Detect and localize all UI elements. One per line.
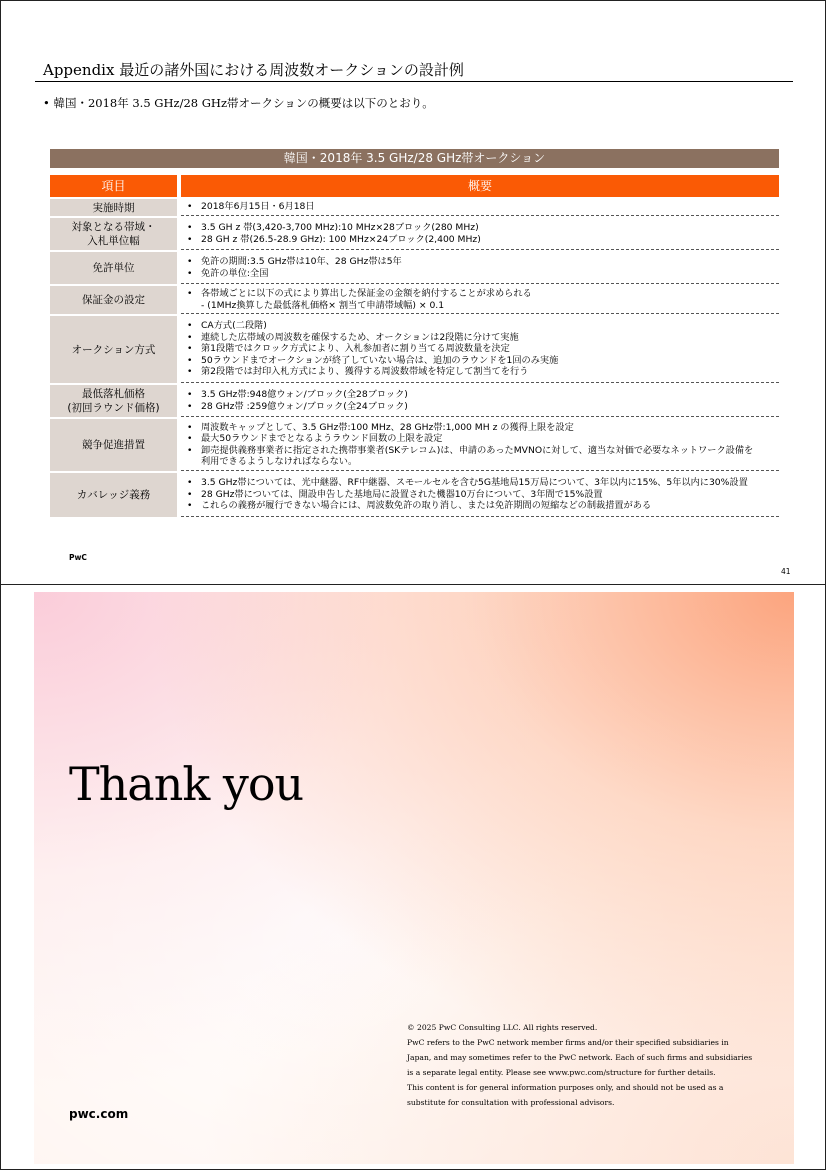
row-label <box>50 199 177 216</box>
bullet-item: • これらの義務が履行できない場合には、周波数免許の取り消し、または免許期間の短縮などの制裁措置がある <box>187 500 779 512</box>
row-label-line: 免許単位 <box>92 262 135 274</box>
bullet-item: • 免許の期間:3.5 GHz帯は10年、28 GHz帯は5年 <box>187 256 779 268</box>
intro-text: • 韓国・2018年 3.5 GHz/28 GHz帯オークションの概要は以下のとおり。 <box>43 96 434 110</box>
legal-line: PwC refers to the PwC network member firms and/or their specified subsidiaries in <box>407 1038 729 1047</box>
page-number: 41 <box>781 567 791 576</box>
legal-notice <box>407 1020 752 1110</box>
row-content <box>181 316 779 383</box>
bullet-item: • 3.5 GHz帯:948億ウォン/ブロック(全28ブロック) <box>187 389 779 401</box>
row-content <box>181 218 779 250</box>
bullet-item: • 3.5 GHz帯については、光中継器、RF中継器、スモールセルを含む5G基地局15万局について、3年以内に15%、5年以内に30%設置 <box>187 477 779 489</box>
website-link[interactable]: pwc.com <box>69 1107 129 1121</box>
bullet-item: • 28 GHz帯については、開設申告した基地局に設置された機器10万台について、3年間で15%設置 <box>187 489 779 501</box>
row-label-line: 保証金の設定 <box>82 294 145 306</box>
row-content <box>181 252 779 284</box>
legal-line: This content is for general information purposes only, and should not be used as a <box>407 1083 724 1092</box>
row-content <box>181 286 779 314</box>
legal-line: substitute for consultation with professional advisors. <box>407 1098 615 1107</box>
row-label-line: 対象となる帯域・ <box>71 221 156 233</box>
row-label-line: 入札単位幅 <box>87 235 140 247</box>
bullet-item: • 28 GH z 帯(26.5-28.9 GHz): 100 MHz×24ブロック(2,400 MHz) <box>187 234 779 246</box>
bullet-continuation: 利用できるようしなければならない。 <box>201 456 358 467</box>
row-content <box>181 473 779 517</box>
table-banner: 韓国・2018年 3.5 GHz/28 GHz帯オークション <box>50 149 779 168</box>
row-label <box>50 218 177 250</box>
thank-you-heading: Thank you <box>69 757 304 811</box>
bullet-item: • 2018年6月15日・6月18日 <box>187 201 779 213</box>
bullet-item: • 卸売提供義務事業者に指定された携帯事業者(SKテレコム)は、申請のあったMVNOに対して、適当な対価で必要なネットワーク設備を <box>187 445 779 457</box>
row-content <box>181 199 779 216</box>
legal-line: is a separate legal entity. Please see www.pwc.com/structure for further details. <box>407 1068 716 1077</box>
bullet-continuation: - (1MHz換算した最低落札価格× 割当て申請帯域幅) × 0.1 <box>201 299 445 311</box>
header-overview: 概要 <box>181 175 779 197</box>
bullet-item: • 3.5 GH z 帯(3,420-3,700 MHz):10 MHz×28ブロック(280 MHz) <box>187 222 779 234</box>
legal-line: © 2025 PwC Consulting LLC. All rights reserved. <box>407 1023 598 1032</box>
header-item: 項目 <box>50 175 177 197</box>
row-content <box>181 419 779 471</box>
row-label <box>50 385 177 417</box>
bullet-item: • 免許の単位:全国 <box>187 268 779 280</box>
slide-appendix <box>0 0 826 585</box>
title-divider <box>35 81 793 82</box>
legal-line: Japan, and may sometimes refer to the PwC network. Each of such firms and subsidiaries <box>407 1053 753 1062</box>
bullet-item: • 28 GHz帯 :259億ウォン/ブロック(全24ブロック) <box>187 401 779 413</box>
row-label <box>50 473 177 517</box>
bullet-item: • 第1段階ではクロック方式により、入札参加者に割り当てる周波数量を決定 <box>187 343 779 355</box>
footer-brand: PwC <box>69 553 87 562</box>
bullet-item: • 最大50ラウンドまでとなるようラウンド回数の上限を設定 <box>187 433 779 445</box>
row-label <box>50 286 177 314</box>
row-label-line: 実施時期 <box>92 201 135 214</box>
bullet-item: • CA方式(二段階) <box>187 320 779 332</box>
row-label <box>50 419 177 471</box>
bullet-item: • 各帯域ごとに以下の式により算出した保証金の金額を納付することが求められる <box>187 288 779 300</box>
bullet-item: • 周波数キャップとして、3.5 GHz帯:100 MHz、28 GHz帯:1,000 MH z の獲得上限を設定 <box>187 422 779 434</box>
slide-thank-you <box>0 584 826 1170</box>
bullet-item: • 50ラウンドまでオークションが終了していない場合は、追加のラウンドを1回のみ実施 <box>187 355 779 367</box>
bullet-item: • 第2段階では封印入札方式により、獲得する周波数帯域を特定して割当てを行う <box>187 366 779 378</box>
row-label <box>50 316 177 383</box>
row-label-line: 最低落札価格 <box>81 388 145 400</box>
slide-title: Appendix 最近の諸外国における周波数オークションの設計例 <box>43 61 464 79</box>
row-label <box>50 252 177 284</box>
row-label-line: 競争促進措置 <box>82 439 145 451</box>
row-content <box>181 385 779 417</box>
row-label-line: カバレッジ義務 <box>76 489 151 501</box>
row-label-line: オークション方式 <box>71 343 156 356</box>
bullet-item: • 連続した広帯域の周波数を確保するため、オークションは2段階に分けて実施 <box>187 332 779 344</box>
row-label-line: (初回ラウンド価格) <box>67 402 160 414</box>
